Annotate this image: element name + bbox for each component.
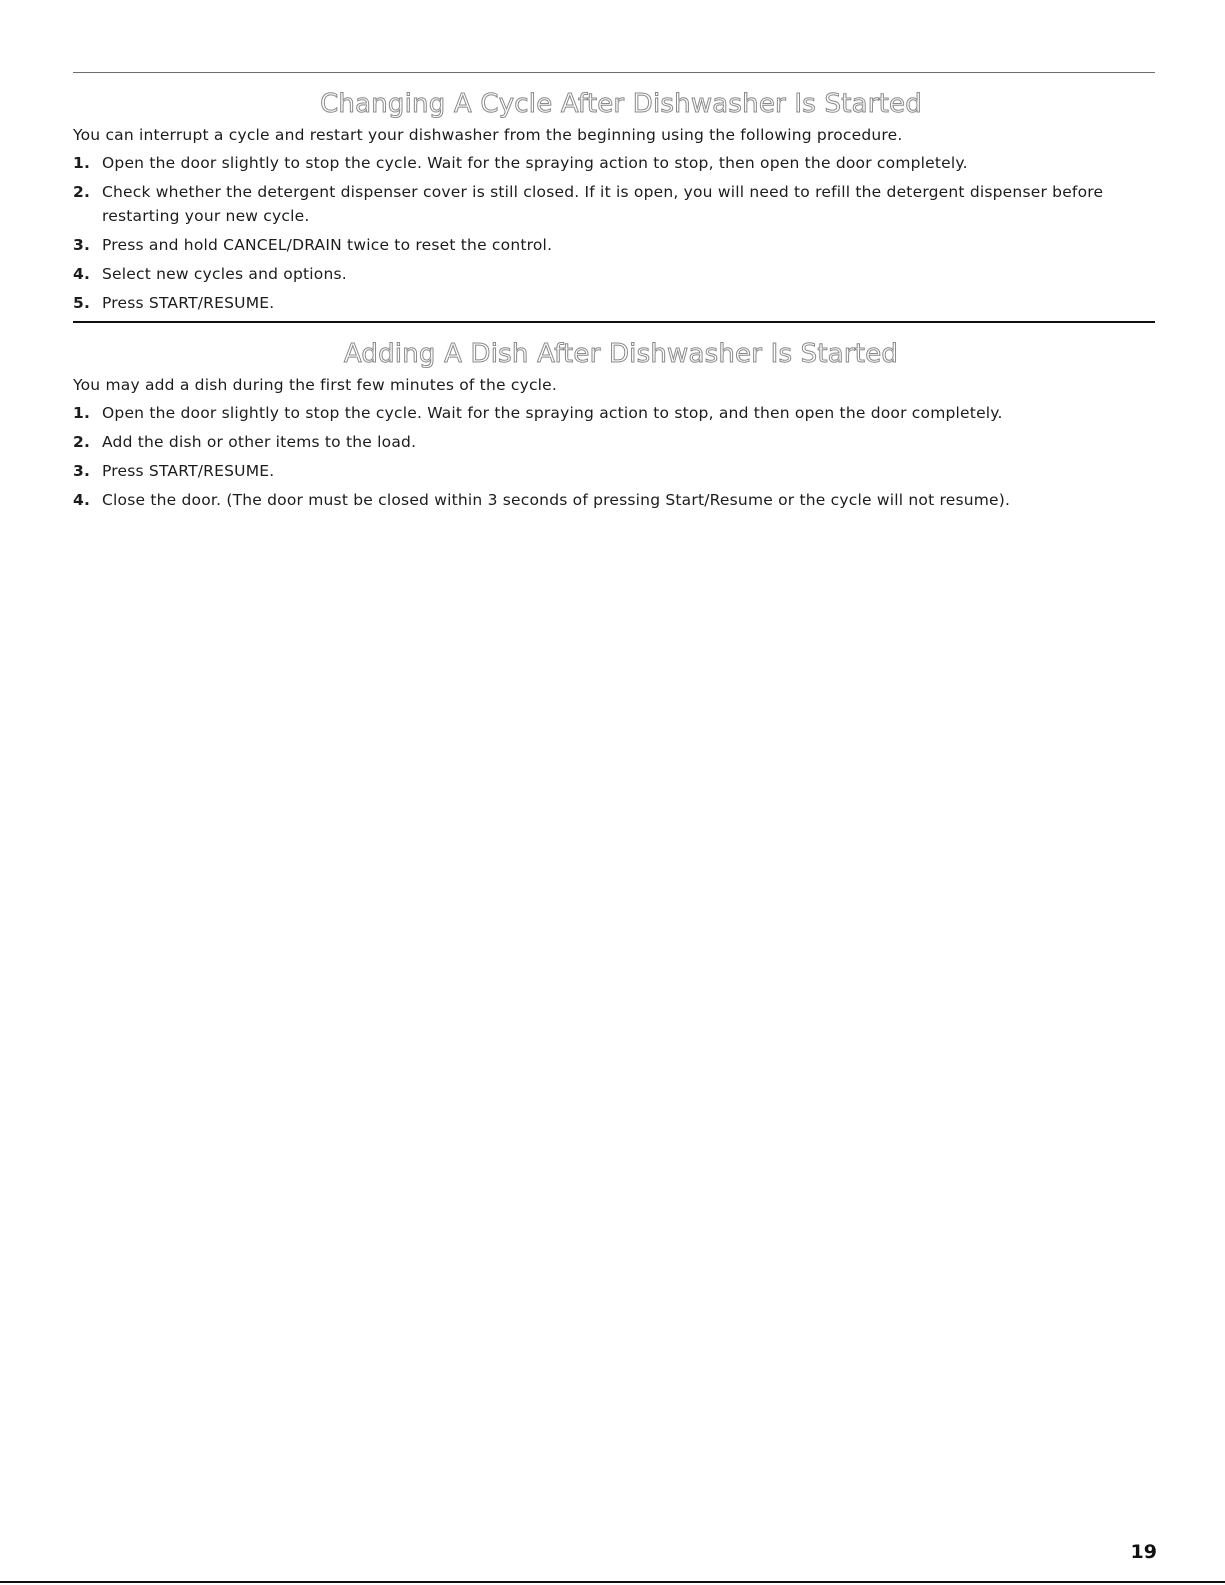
step-item [73, 488, 1155, 512]
step-number: 3. [73, 462, 91, 480]
section-adding-dish [73, 336, 1155, 517]
step-text: Select new cycles and options. [102, 265, 347, 283]
section-heading: Adding A Dish After Dishwasher Is Started [343, 339, 899, 369]
step-item [73, 291, 1155, 315]
section-intro: You may add a dish during the first few minutes of the cycle. [73, 376, 558, 394]
step-number: 1. [73, 404, 91, 422]
step-item [73, 401, 1155, 425]
step-item [73, 459, 1155, 483]
step-item [73, 151, 1155, 175]
step-text: Add the dish or other items to the load. [102, 433, 417, 451]
steps-list [73, 401, 1155, 512]
step-number: 4. [73, 491, 91, 509]
page-number: 19 [1130, 1541, 1157, 1563]
step-item [73, 430, 1155, 454]
step-number: 2. [73, 183, 91, 201]
step-text: Open the door slightly to stop the cycle. Wait for the spraying action to stop, then open the door completely. [102, 154, 968, 172]
step-text: Open the door slightly to stop the cycle. Wait for the spraying action to stop, and then open the door completely. [102, 404, 1003, 422]
step-number: 2. [73, 433, 91, 451]
steps-list [73, 151, 1155, 315]
section-intro: You can interrupt a cycle and restart your dishwasher from the beginning using the following procedure. [73, 126, 903, 144]
section-divider [73, 321, 1155, 323]
step-text: Check whether the detergent dispenser cover is still closed. If it is open, you will need to refill the detergent dispenser before restarting your new cycle. [102, 183, 1104, 225]
bottom-border [0, 1581, 1225, 1583]
step-number: 4. [73, 265, 91, 283]
step-text: Press START/RESUME. [102, 462, 275, 480]
step-text: Press and hold CANCEL/DRAIN twice to reset the control. [102, 236, 553, 254]
step-item [73, 233, 1155, 257]
section-heading: Changing A Cycle After Dishwasher Is Started [320, 89, 922, 119]
section-changing-cycle [73, 86, 1155, 320]
top-divider [73, 72, 1155, 73]
step-number: 5. [73, 294, 91, 312]
step-number: 3. [73, 236, 91, 254]
step-item [73, 180, 1155, 228]
step-text: Close the door. (The door must be closed within 3 seconds of pressing Start/Resume or the cycle will not resume). [102, 491, 1011, 509]
step-text: Press START/RESUME. [102, 294, 275, 312]
step-number: 1. [73, 154, 91, 172]
step-item [73, 262, 1155, 286]
